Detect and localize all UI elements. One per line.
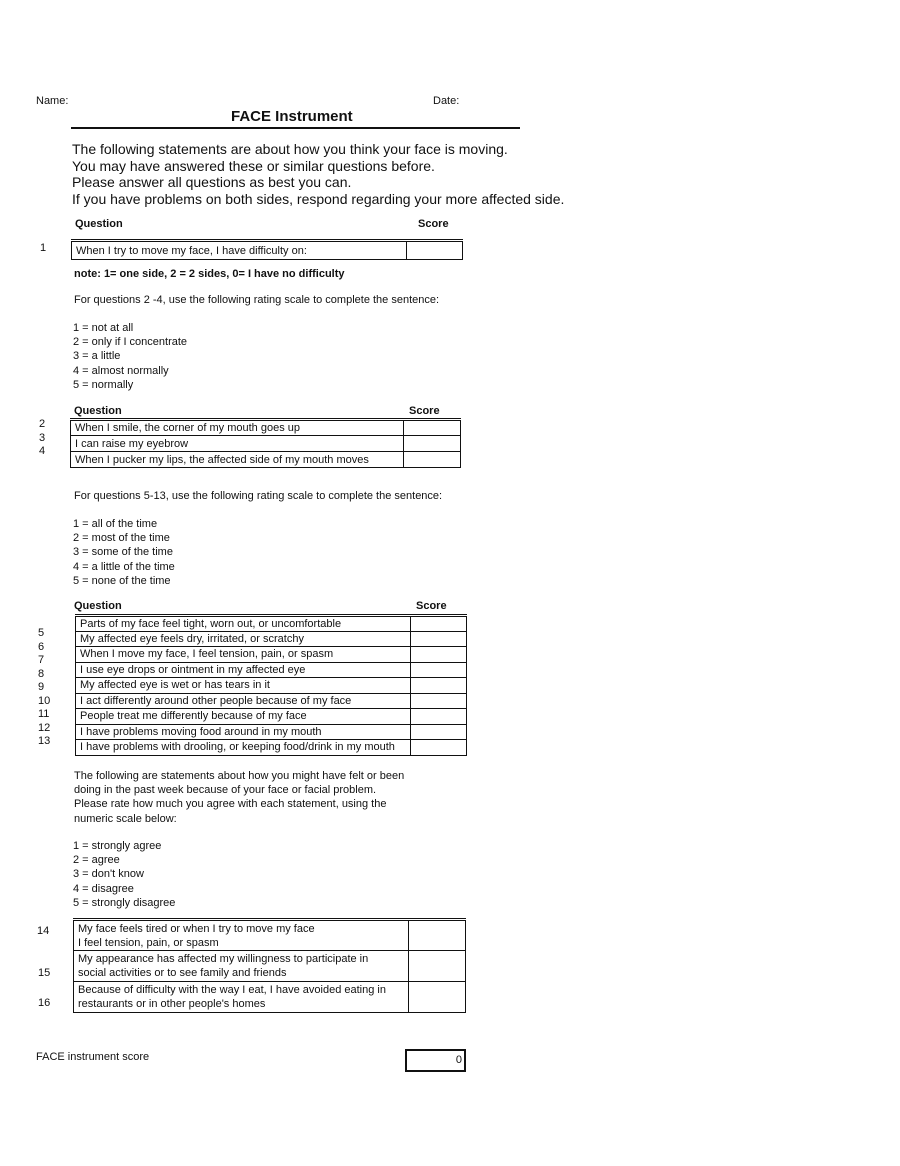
scale-item: 3 = a little: [73, 350, 121, 363]
scale-item: 5 = none of the time: [73, 574, 171, 587]
question-number: 9: [38, 681, 45, 693]
scale-item: 2 = agree: [73, 854, 120, 867]
title-rule: [71, 127, 520, 129]
question-text: When I pucker my lips, the affected side of my mouth moves: [71, 452, 404, 468]
scale-item: 2 = most of the time: [73, 532, 170, 545]
date-label: Date:: [433, 95, 460, 107]
scale-item: 1 = not at all: [73, 322, 134, 334]
rating-scale: [73, 839, 175, 910]
score-header: Score: [416, 600, 447, 612]
question-text: [74, 982, 409, 1013]
instruction-line: doing in the past week because of your face or facial problem.: [74, 784, 377, 797]
question-number: 3: [39, 431, 46, 444]
question-text: I use eye drops or ointment in my affected eye: [76, 662, 411, 678]
intro-line: If you have problems on both sides, respond regarding your more affected side.: [72, 190, 565, 207]
scale-item: 5 = strongly disagree: [73, 896, 176, 909]
table-row: [76, 693, 467, 709]
table-row: [74, 982, 466, 1013]
table-row: [76, 678, 467, 694]
scale-item: 4 = a little of the time: [73, 560, 175, 573]
scale-item: 1 = all of the time: [73, 518, 158, 530]
question-number: 7: [38, 654, 45, 666]
score-field[interactable]: [411, 678, 467, 694]
question-line: Because of difficulty with the way I eat, I have avoided eating in: [78, 984, 386, 996]
question-line: restaurants or in other people's homes: [78, 998, 266, 1010]
score-field[interactable]: [411, 662, 467, 678]
question-text: I have problems with drooling, or keeping food/drink in my mouth: [76, 740, 411, 756]
score-field[interactable]: [409, 951, 466, 982]
question-table-1: [71, 239, 463, 260]
score-field[interactable]: [404, 452, 461, 468]
question-table-4: [73, 918, 466, 1013]
table-row: [76, 616, 467, 632]
question-number: 13: [38, 735, 51, 747]
question-line: My face feels tired or when I try to move my face: [78, 922, 315, 935]
question-number: 1: [40, 242, 47, 254]
total-score-label: FACE instrument score: [36, 1051, 150, 1063]
intro-line: The following statements are about how you think your face is moving.: [72, 141, 508, 157]
table-row: [74, 920, 466, 951]
table-row: [71, 436, 461, 452]
instruction-text: For questions 2 -4, use the following rating scale to complete the sentence:: [74, 294, 440, 306]
scale-item: 3 = some of the time: [73, 546, 173, 559]
score-field[interactable]: [411, 709, 467, 725]
scale-item: 3 = don't know: [73, 868, 144, 881]
question-text: My affected eye is wet or has tears in it: [76, 678, 411, 694]
instruction-line: Please rate how much you agree with each statement, using the: [74, 798, 387, 811]
question-numbers: [38, 627, 50, 749]
table-row: [71, 420, 461, 436]
question-table-2: [70, 418, 461, 468]
rating-scale: [73, 321, 187, 392]
table-row: [72, 241, 463, 260]
total-score-field[interactable]: 0: [405, 1049, 466, 1072]
instruction-line: numeric scale below:: [74, 812, 177, 825]
question-header: Question: [75, 218, 123, 230]
table-row: [76, 709, 467, 725]
table-row: [76, 647, 467, 663]
scale-item: 4 = disagree: [73, 882, 134, 895]
question-text: When I move my face, I feel tension, pain, or spasm: [76, 647, 411, 663]
page-title: FACE Instrument: [231, 108, 353, 125]
question-header: Question: [74, 405, 122, 417]
question-numbers: [39, 418, 45, 459]
question-text: I have problems moving food around in my mouth: [76, 724, 411, 740]
question-text: I act differently around other people because of my face: [76, 693, 411, 709]
score-field[interactable]: [411, 740, 467, 756]
question-number: 10: [38, 694, 51, 707]
table-row: [76, 724, 467, 740]
question-number: 15: [38, 967, 51, 979]
score-field[interactable]: [411, 616, 467, 632]
score-field[interactable]: [407, 241, 463, 260]
score-field[interactable]: [409, 920, 466, 951]
scale-item: 1 = strongly agree: [73, 840, 162, 852]
intro-line: Please answer all questions as best you can.: [72, 174, 352, 190]
table-row: [71, 452, 461, 468]
question-line: My appearance has affected my willingness to participate in: [78, 953, 369, 965]
intro-line: You may have answered these or similar questions before.: [72, 157, 435, 174]
score-header: Score: [409, 405, 440, 417]
question-line: social activities or to see family and friends: [78, 967, 287, 979]
question-text: Parts of my face feel tight, worn out, or uncomfortable: [76, 616, 411, 632]
question-number: 12: [38, 721, 51, 734]
question-text: My affected eye feels dry, irritated, or scratchy: [76, 631, 411, 647]
score-field[interactable]: [411, 693, 467, 709]
question-number: 5: [38, 627, 45, 639]
question-number: 6: [38, 640, 45, 653]
instruction-text: [74, 769, 404, 826]
score-header: Score: [418, 218, 449, 230]
instruction-line: The following are statements about how you might have felt or been: [74, 770, 405, 782]
question-number: 16: [38, 997, 51, 1009]
question-line: I feel tension, pain, or spasm: [78, 936, 219, 949]
rating-scale: [73, 517, 175, 588]
question-text: When I smile, the corner of my mouth goes up: [71, 420, 404, 436]
score-field[interactable]: [404, 436, 461, 452]
score-field[interactable]: [411, 724, 467, 740]
question-table-3: [75, 614, 467, 756]
question-number: 11: [38, 708, 50, 720]
score-field[interactable]: [411, 631, 467, 647]
question-number: 14: [37, 925, 50, 937]
score-field[interactable]: [409, 982, 466, 1013]
question-text: People treat me differently because of my face: [76, 709, 411, 725]
question-number: 8: [38, 667, 45, 680]
scale-item: 5 = normally: [73, 378, 134, 391]
table-row: [74, 951, 466, 982]
question-number: 4: [39, 445, 46, 457]
scale-item: 2 = only if I concentrate: [73, 336, 188, 349]
question-text: When I try to move my face, I have difficulty on:: [72, 241, 407, 260]
question-header: Question: [74, 600, 122, 612]
instruction-text: For questions 5-13, use the following rating scale to complete the sentence:: [74, 490, 443, 502]
scale-note: note: 1= one side, 2 = 2 sides, 0= I have no difficulty: [74, 268, 345, 280]
question-text: I can raise my eyebrow: [71, 436, 404, 452]
question-number: 2: [39, 418, 46, 430]
question-text: [74, 951, 409, 982]
question-text: [74, 920, 409, 951]
scale-item: 4 = almost normally: [73, 364, 169, 377]
score-field[interactable]: [404, 420, 461, 436]
table-row: [76, 631, 467, 647]
table-row: [76, 662, 467, 678]
table-row: [76, 740, 467, 756]
name-label: Name:: [36, 95, 69, 107]
score-field[interactable]: [411, 647, 467, 663]
intro-text: [72, 141, 564, 207]
